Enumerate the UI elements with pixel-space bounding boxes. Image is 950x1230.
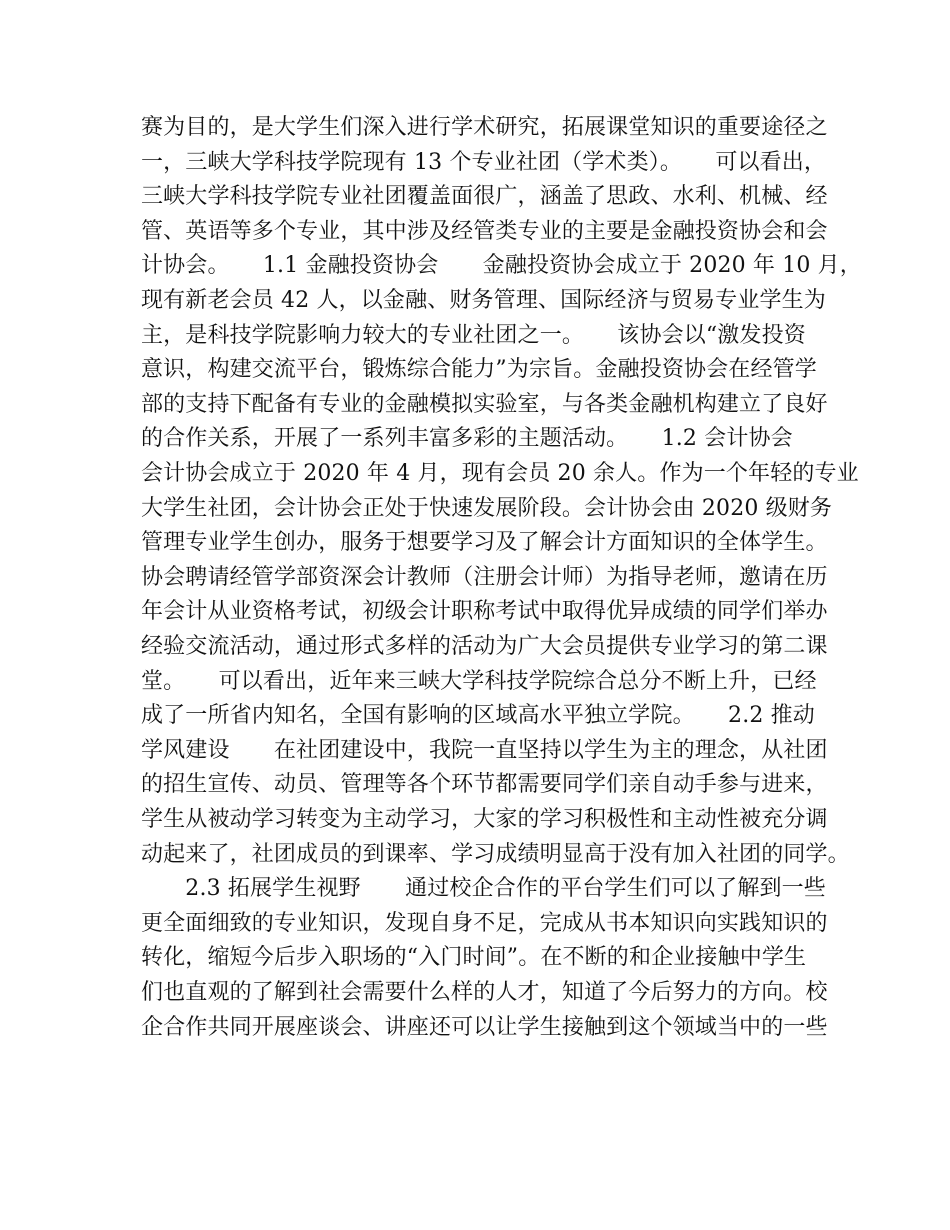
text-line: 学风建设 在社团建设中，我院一直坚持以学生为主的理念，从社团	[141, 737, 828, 763]
text-line: 管、英语等多个专业，其中涉及经管类专业的主要是金融投资协会和会	[141, 218, 828, 244]
text-line: 动起来了，社团成员的到课率、学习成绩明显高于没有加入社团的同学。	[141, 841, 850, 867]
text-line: 主，是科技学院影响力较大的专业社团之一。 该协会以“激发投资	[141, 322, 806, 348]
text-line: 意识，构建交流平台，锻炼综合能力”为宗旨。金融投资协会在经管学	[141, 357, 817, 383]
text-line: 部的支持下配备有专业的金融模拟实验室，与各类金融机构建立了良好	[141, 391, 828, 417]
text-line: 更全面细致的专业知识，发现自身不足，完成从书本知识向实践知识的	[141, 910, 828, 936]
text-line: 一，三峡大学科技学院现有 13 个专业社团（学术类）。 可以看出，	[141, 149, 827, 175]
text-line: 计协会。 1.1 金融投资协会 金融投资协会成立于 2020 年 10 月，	[141, 253, 862, 279]
text-line: 管理专业学生创办，服务于想要学习及了解会计方面知识的全体学生。	[141, 530, 828, 556]
text-line: 的合作关系，开展了一系列丰富多彩的主题活动。 1.2 会计协会	[141, 426, 793, 452]
text-line: 大学生社团，会计协会正处于快速发展阶段。会计协会由 2020 级财务	[141, 495, 833, 521]
text-line: 学生从被动学习转变为主动学习，大家的学习积极性和主动性被充分调	[141, 807, 828, 832]
text-line: 成了一所省内知名，全国有影响的区域高水平独立学院。 2.2 推动	[141, 703, 815, 729]
text-line: 三峡大学科技学院专业社团覆盖面很广，涵盖了思政、水利、机械、经	[141, 184, 828, 210]
text-line: 2.3 拓展学生视野 通过校企合作的平台学生们可以了解到一些	[141, 876, 826, 902]
text-line: 们也直观的了解到社会需要什么样的人才，知道了今后努力的方向。校	[141, 980, 828, 1005]
text-line: 协会聘请经管学部资深会计教师（注册会计师）为指导老师，邀请在历	[141, 564, 828, 590]
text-line: 赛为目的，是大学生们深入进行学术研究，拓展课堂知识的重要途径之	[141, 115, 828, 140]
text-line: 企合作共同开展座谈会、讲座还可以让学生接触到这个领域当中的一些	[141, 1014, 828, 1040]
text-line: 现有新老会员 42 人，以金融、财务管理、国际经济与贸易专业学生为	[141, 288, 826, 313]
text-line: 年会计从业资格考试，初级会计职称考试中取得优异成绩的同学们举办	[141, 599, 828, 625]
text-line: 转化，缩短今后步入职场的“入门时间”。在不断的和企业接触中学生	[141, 945, 807, 971]
text-line: 堂。 可以看出，近年来三峡大学科技学院综合总分不断上升，已经	[141, 668, 817, 694]
text-line: 经验交流活动，通过形式多样的活动为广大会员提供专业学习的第二课	[141, 634, 828, 659]
text-line: 的招生宣传、动员、管理等各个环节都需要同学们亲自动手参与进来，	[141, 772, 828, 798]
text-line: 会计协会成立于 2020 年 4 月，现有会员 20 余人。作为一个年轻的专业	[141, 461, 859, 486]
